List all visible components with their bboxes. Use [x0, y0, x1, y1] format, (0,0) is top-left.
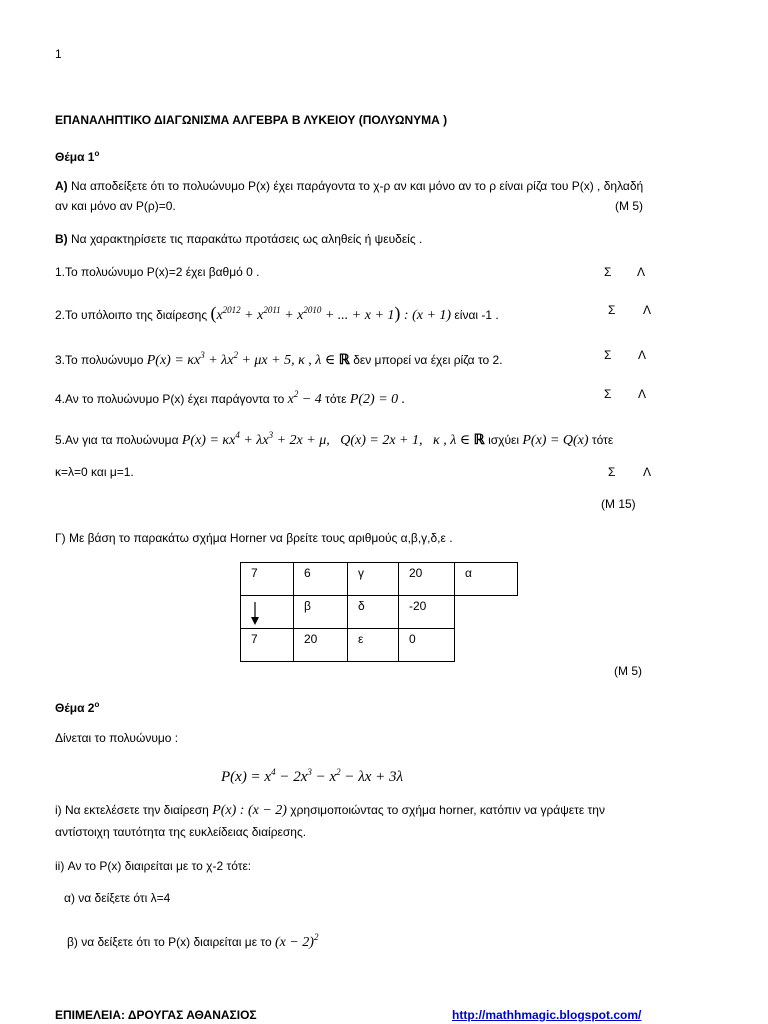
theme2-ii-a: α) να δείξετε ότι λ=4: [64, 891, 171, 905]
horner-cell: 6: [294, 563, 348, 596]
horner-cell: γ: [348, 563, 399, 596]
horner-cell-empty: [455, 596, 518, 629]
down-arrow-icon: [249, 600, 263, 628]
horner-cell: 0: [399, 629, 455, 662]
page-number: 1: [55, 47, 62, 61]
footer-url-link[interactable]: http://mathhmagic.blogspot.com/: [452, 1008, 642, 1022]
footer-author: ΕΠΙΜΕΛΕΙΑ: ΔΡΟΥΓΑΣ ΑΘΑΝΑΣΙΟΣ: [55, 1008, 257, 1022]
statement-2-true: Σ: [608, 303, 616, 317]
theme2-ii-b: β) να δείξετε ότι το P(x) διαιρείται με το $(x - 2)^2$: [67, 932, 319, 950]
statement-1-true: Σ: [604, 265, 612, 279]
statement-5-line2: κ=λ=0 και μ=1.: [55, 465, 134, 479]
statement-4-true: Σ: [604, 387, 612, 401]
statement-5: 5.Αν για τα πολυώνυμα $P(x) = \kappa x^4 + \lambda x^3 + 2x + \mu$, Q(x) = 2x + 1, κ , λ ∈ ℝ ισχύει P(x) = Q(x) τότε: [55, 430, 614, 448]
theme2-i-line1: i) Να εκτελέσετε την διαίρεση P(x) : (x − 2) χρησιμοποιώντας το σχήμα horner, κατόπιν να γράψετε την: [55, 803, 605, 818]
statement-2: 2.Το υπόλοιπο της διαίρεσης ($x^{2012} + x^{2011} + x^{2010}$ + ... + x + 1) : (x + 1) είναι -1 .: [55, 303, 499, 323]
horner-row-3: [241, 629, 518, 662]
horner-cell-empty: [455, 629, 518, 662]
horner-cell: ε: [348, 629, 399, 662]
statement-4-false: Λ: [638, 387, 647, 401]
horner-cell: δ: [348, 596, 399, 629]
statement-1: 1.Το πολυώνυμο P(x)=2 έχει βαθμό 0 .: [55, 265, 260, 279]
horner-row-2: [241, 596, 518, 629]
theme2-polynomial: $P(x) = x^4 - 2x^3 - x^2 - \lambda x + 3\lambda$: [221, 767, 404, 785]
horner-cell: α: [455, 563, 518, 596]
horner-cell: 7: [241, 563, 294, 596]
theme2-heading: Θέμα $2^o$: [55, 700, 100, 715]
partC-marks: (Μ 5): [614, 664, 642, 678]
horner-row-1: [241, 563, 518, 596]
theme2-ii: ii) Αν το P(x) διαιρείται με το χ-2 τότε:: [55, 859, 252, 873]
theme1-partA-line1: Α) Να αποδείξετε ότι το πολυώνυμο P(x) έχει παράγοντα το χ-ρ αν και μόνο αν το ρ είναι ρίζα του P(x) , δηλαδή: [55, 179, 644, 193]
horner-cell: 7: [241, 629, 294, 662]
theme2-intro: Δίνεται το πολυώνυμο :: [55, 731, 179, 745]
horner-table: [240, 562, 518, 662]
horner-cell: 20: [399, 563, 455, 596]
partB-marks: (Μ 15): [601, 497, 636, 511]
theme1-partB-intro: Β) Να χαρακτηρίσετε τις παρακάτω προτάσεις ως αληθείς ή ψευδείς .: [55, 232, 423, 246]
theme2-i-line2: αντίστοιχη ταυτότητα της ευκλείδειας διαίρεσης.: [55, 825, 307, 839]
statement-3: 3.Το πολυώνυμο $P(x) = \kappa x^3 + \lambda x^2 + \mu x + 5$, κ , λ ∈ ℝ δεν μπορεί να έχει ρίζα το 2.: [55, 350, 503, 368]
partA-marks: (Μ 5): [615, 199, 643, 213]
statement-5-true: Σ: [608, 465, 616, 479]
horner-cell: [241, 596, 294, 629]
statement-1-false: Λ: [637, 265, 646, 279]
statement-5-false: Λ: [643, 465, 652, 479]
statement-3-false: Λ: [638, 348, 647, 362]
theme1-partC: Γ) Με βάση το παρακάτω σχήμα Horner να βρείτε τους αριθμούς α,β,γ,δ,ε .: [55, 531, 453, 545]
statement-4: 4.Αν το πολυώνυμο P(x) έχει παράγοντα το $x^2 - 4$ τότε P(2) = 0 .: [55, 389, 406, 407]
theme1-partA-line2: αν και μόνο αν P(ρ)=0.: [55, 199, 176, 213]
statement-2-false: Λ: [643, 303, 652, 317]
horner-cell: -20: [399, 596, 455, 629]
statement-3-true: Σ: [604, 348, 612, 362]
document-title: ΕΠΑΝΑΛΗΠΤΙΚΟ ΔΙΑΓΩΝΙΣΜΑ ΑΛΓΕΒΡΑ Β ΛΥΚΕΙΟΥ (ΠΟΛΥΩΝΥΜΑ ): [55, 113, 448, 127]
horner-cell: 20: [294, 629, 348, 662]
theme1-heading: Θέμα $1^o$: [55, 149, 100, 164]
horner-cell: β: [294, 596, 348, 629]
